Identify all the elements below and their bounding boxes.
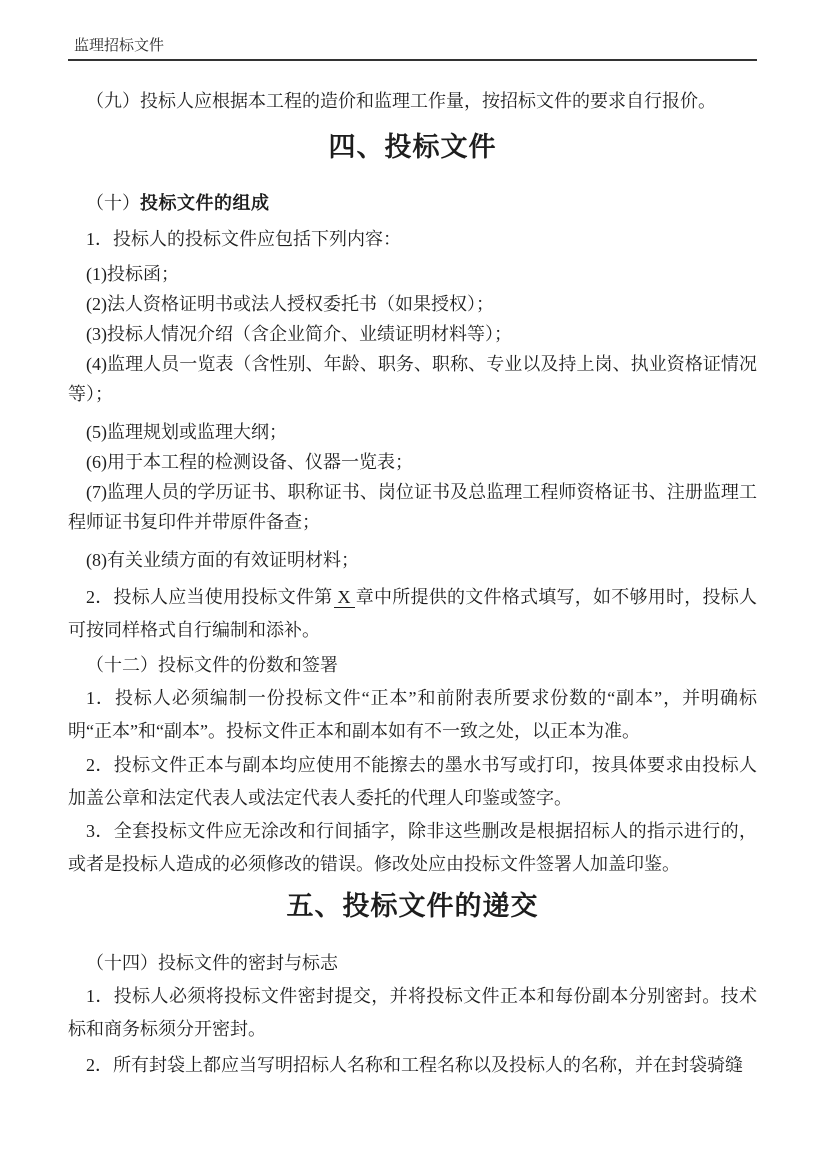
paragraph-sealing-2: 2．所有封袋上都应当写明招标人名称和工程名称以及投标人的名称，并在封袋骑缝 bbox=[86, 1055, 743, 1075]
subsection-12-heading: （十二）投标文件的份数和签署 bbox=[86, 655, 338, 675]
list-item-4: (4)监理人员一览表（含性别、年龄、职务、职称、专业以及持上岗、执业资格证情况等）； bbox=[68, 354, 757, 404]
paragraph-composition-intro: 1．投标人的投标文件应包括下列内容： bbox=[86, 229, 401, 249]
header-doc-title: 监理招标文件 bbox=[74, 38, 165, 54]
paragraph-copies-1: 1．投标人必须编制一份投标文件“正本”和前附表所要求份数的“副本”，并明确标明“正本”和“副本”。投标文件正本和副本如有不一致之处，以正本为准。 bbox=[68, 688, 757, 741]
underlined-chapter-ref: X bbox=[334, 587, 355, 608]
format-rule-suffix: 章中所提供的文件格式填写，如不够用时，投标人可按同样格式自行编制和添补。 bbox=[68, 587, 757, 640]
list-item-1: (1)投标函； bbox=[86, 264, 179, 284]
list-item-5: (5)监理规划或监理大纲； bbox=[86, 422, 287, 442]
list-item-3: (3)投标人情况介绍（含企业简介、业绩证明材料等）； bbox=[86, 324, 512, 344]
subsection-10-heading bbox=[68, 187, 757, 220]
list-item-7: (7)监理人员的学历证书、职称证书、岗位证书及总监理工程师资格证书、注册监理工程师证书复印件并带原件备查； bbox=[68, 482, 757, 532]
list-item-6: (6)用于本工程的检测设备、仪器一览表； bbox=[86, 452, 413, 472]
paragraph-copies-2: 2．投标文件正本与副本均应使用不能擦去的墨水书写或打印，按具体要求由投标人加盖公章和法定代表人或法定代表人委托的代理人印鉴或签字。 bbox=[68, 755, 757, 808]
paragraph-sealing-1: 1．投标人必须将投标文件密封提交，并将投标文件正本和每份副本分别密封。技术标和商务标须分开密封。 bbox=[68, 986, 757, 1039]
paragraph-format-rule bbox=[68, 581, 757, 647]
subsection-10-title: 投标文件的组成 bbox=[140, 193, 270, 213]
subsection-14-heading: （十四）投标文件的密封与标志 bbox=[86, 953, 338, 973]
format-rule-prefix: 2．投标人应当使用投标文件第 bbox=[86, 587, 333, 607]
chapter-title-submission: 五、投标文件的递交 bbox=[286, 891, 539, 921]
subsection-10-number: （十） bbox=[86, 193, 140, 213]
chapter-title-tender-documents: 四、投标文件 bbox=[328, 132, 497, 162]
list-item-8: (8)有关业绩方面的有效证明材料； bbox=[86, 550, 359, 570]
paragraph-copies-3: 3．全套投标文件应无涂改和行间插字，除非这些删改是根据招标人的指示进行的，或者是投标人造成的必须修改的错误。修改处应由投标文件签署人加盖印鉴。 bbox=[68, 821, 757, 874]
paragraph-clause-9: （九）投标人应根据本工程的造价和监理工作量，按招标文件的要求自行报价。 bbox=[86, 91, 716, 111]
page-header bbox=[68, 38, 757, 61]
list-item-2: (2)法人资格证明书或法人授权委托书（如果授权）； bbox=[86, 294, 494, 314]
